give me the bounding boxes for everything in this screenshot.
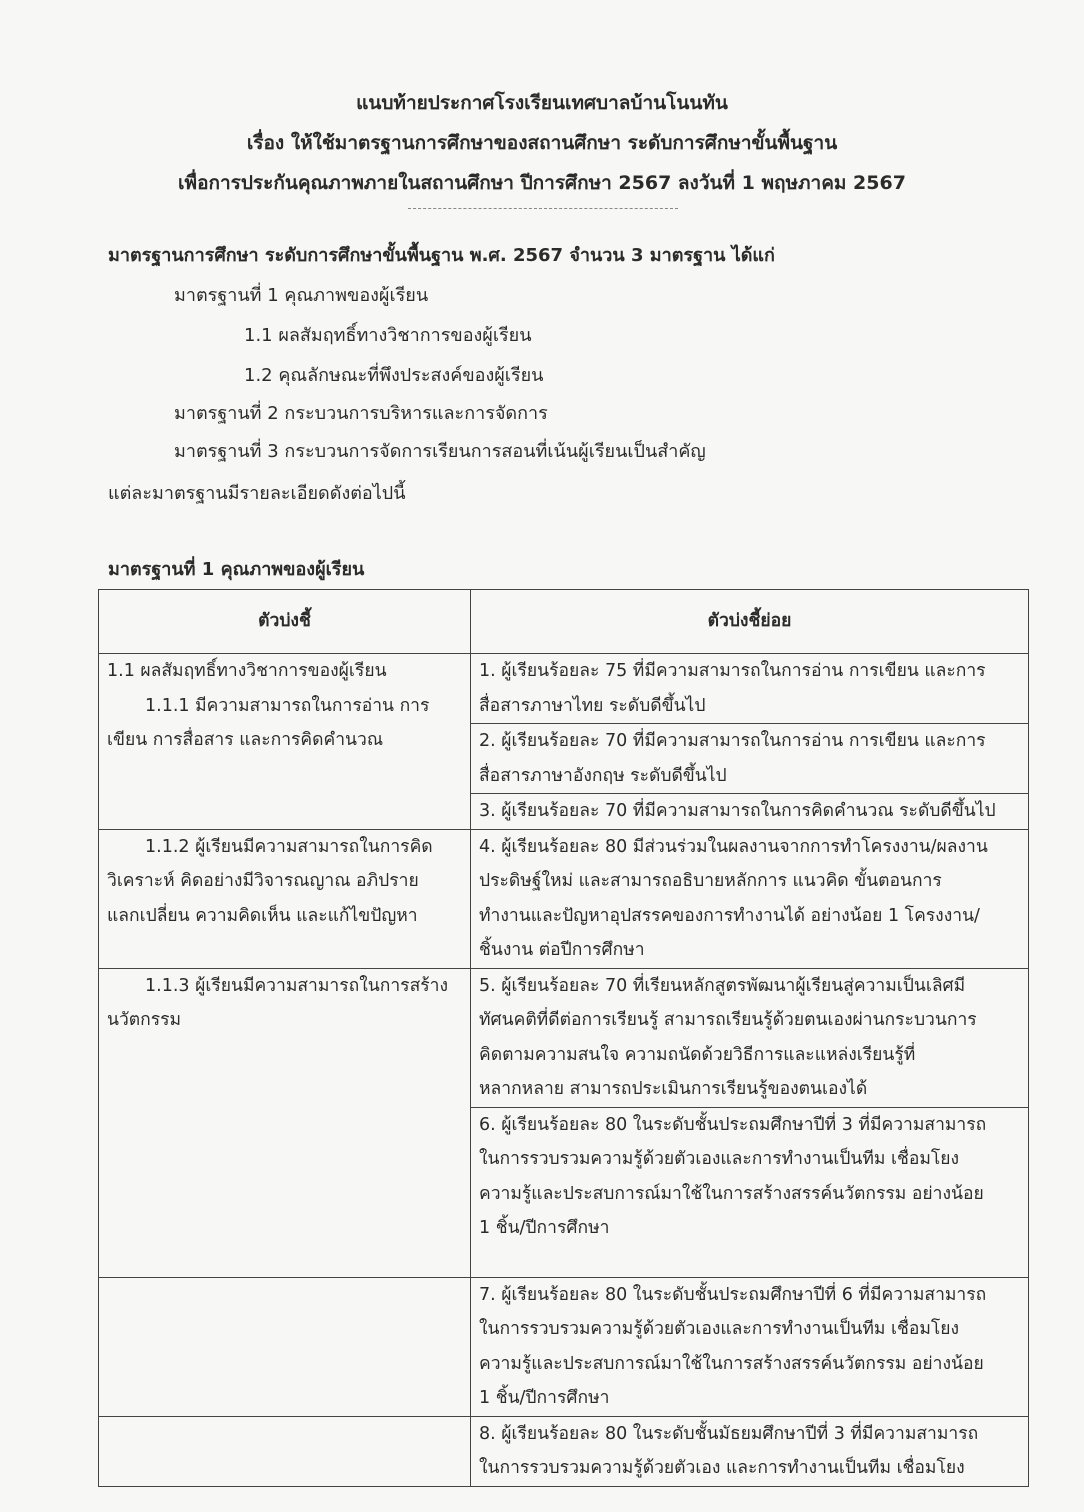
subindicator-5-line2: ทัศนคติที่ดีต่อการเรียนรู้ สามารถเรียนรู้ด้วยตนเองผ่านกระบวนการ <box>479 1010 977 1030</box>
subindicator-6-line1: 6. ผู้เรียนร้อยละ 80 ในระดับชั้นประถมศึกษาปีที่ 3 ที่มีความสามารถ <box>479 1114 987 1135</box>
subindicator-2-line1: 2. ผู้เรียนร้อยละ 70 ที่มีความสามารถในการอ่าน การเขียน และการ <box>479 731 986 751</box>
table-row <box>99 654 1029 724</box>
indicator-cell-empty <box>99 1416 471 1486</box>
indicator-cell-1-1-1 <box>99 654 471 830</box>
subindicator-8-line1: 8. ผู้เรียนร้อยละ 80 ในระดับชั้นมัธยมศึกษาปีที่ 3 ที่มีความสามารถ <box>479 1423 979 1444</box>
subindicator-7-line1: 7. ผู้เรียนร้อยละ 80 ในระดับชั้นประถมศึกษาปีที่ 6 ที่มีความสามารถ <box>479 1284 987 1305</box>
indicator-1-1-3-line2: นวัตกรรม <box>107 1010 182 1030</box>
subindicator-3-line1: 3. ผู้เรียนร้อยละ 70 ที่มีความสามารถในการคิดคำนวณ ระดับดีขึ้นไป <box>479 801 996 821</box>
standard-1-2: 1.2 คุณลักษณะที่พึงประสงค์ของผู้เรียน <box>244 365 544 386</box>
intro-outro: แต่ละมาตรฐานมีรายละเอียดดังต่อไปนี้ <box>108 483 406 504</box>
indicator-table <box>98 589 1029 1487</box>
indicator-1-1-3-line1: 1.1.3 ผู้เรียนมีความสามารถในการสร้าง <box>145 975 449 996</box>
subindicator-5-line4: หลากหลาย สามารถประเมินการเรียนรู้ของตนเองได้ <box>479 1079 868 1099</box>
indicator-cell-1-1-2 <box>99 829 471 968</box>
indicator-1-1-1-line1: 1.1.1 มีความสามารถในการอ่าน การ <box>145 695 430 716</box>
table-row <box>99 829 1029 968</box>
table-row <box>99 1277 1029 1416</box>
intro-title: มาตรฐานการศึกษา ระดับการศึกษาขั้นพื้นฐาน พ.ศ. 2567 จำนวน 3 มาตรฐาน ได้แก่ <box>108 245 775 266</box>
subindicator-4 <box>471 829 1029 968</box>
subindicator-6-line2: ในการรวบรวมความรู้ด้วยตัวเองและการทำงานเป็นทีม เชื่อมโยง <box>479 1149 960 1169</box>
subindicator-1 <box>471 654 1029 724</box>
subindicator-4-line4: ชิ้นงาน ต่อปีการศึกษา <box>479 940 645 960</box>
standard-1: มาตรฐานที่ 1 คุณภาพของผู้เรียน <box>174 285 429 306</box>
doc-title-line3: เพื่อการประกันคุณภาพภายในสถานศึกษา ปีการศึกษา 2567 ลงวันที่ 1 พฤษภาคม 2567 <box>178 172 906 194</box>
subindicator-8-line2: ในการรวบรวมความรู้ด้วยตัวเอง และการทำงานเป็นทีม เชื่อมโยง <box>479 1458 965 1478</box>
subindicator-3 <box>471 794 1029 830</box>
subindicator-4-line3: ทำงานและปัญหาอุปสรรคของการทำงานได้ อย่างน้อย 1 โครงงาน/ <box>479 905 980 926</box>
column-header-subindicator: ตัวบ่งชี้ย่อย <box>471 590 1029 654</box>
section-title: มาตรฐานที่ 1 คุณภาพของผู้เรียน <box>108 559 365 580</box>
standard-3: มาตรฐานที่ 3 กระบวนการจัดการเรียนการสอนที่เน้นผู้เรียนเป็นสำคัญ <box>174 441 706 462</box>
indicator-1-1-2-line3: แลกเปลี่ยน ความคิดเห็น และแก้ไขปัญหา <box>107 905 418 926</box>
subindicator-2-line2: สื่อสารภาษาอังกฤษ ระดับดีขึ้นไป <box>479 765 727 786</box>
indicator-1-1: 1.1 ผลสัมฤทธิ์ทางวิชาการของผู้เรียน <box>107 661 387 681</box>
doc-title-line1: แนบท้ายประกาศโรงเรียนเทศบาลบ้านโนนทัน <box>356 92 728 114</box>
subindicator-2 <box>471 724 1029 794</box>
doc-title-line2: เรื่อง ให้ใช้มาตรฐานการศึกษาของสถานศึกษา ระดับการศึกษาขั้นพื้นฐาน <box>246 132 838 154</box>
indicator-1-1-1-line2: เขียน การสื่อสาร และการคิดคำนวณ <box>107 730 384 750</box>
standard-1-1: 1.1 ผลสัมฤทธิ์ทางวิชาการของผู้เรียน <box>244 325 532 346</box>
subindicator-5-line1: 5. ผู้เรียนร้อยละ 70 ที่เรียนหลักสูตรพัฒนาผู้เรียนสู่ความเป็นเลิศมี <box>479 975 966 996</box>
subindicator-6-line4: 1 ชิ้น/ปีการศึกษา <box>479 1218 610 1238</box>
subindicator-1-line1: 1. ผู้เรียนร้อยละ 75 ที่มีความสามารถในการอ่าน การเขียน และการ <box>479 661 986 681</box>
subindicator-5-line3: คิดตามความสนใจ ความถนัดด้วยวิธีการและแหล่งเรียนรู้ที่ <box>479 1044 916 1065</box>
subindicator-6-line3: ความรู้และประสบการณ์มาใช้ในการสร้างสรรค์นวัตกรรม อย่างน้อย <box>479 1183 984 1204</box>
table-header-row <box>99 590 1029 654</box>
separator-line <box>408 208 678 209</box>
subindicator-7-line3: ความรู้และประสบการณ์มาใช้ในการสร้างสรรค์นวัตกรรม อย่างน้อย <box>479 1353 984 1374</box>
subindicator-5 <box>471 968 1029 1107</box>
subindicator-6 <box>471 1107 1029 1277</box>
table-row <box>99 968 1029 1107</box>
indicator-cell-1-1-3 <box>99 968 471 1277</box>
table-row <box>99 1416 1029 1486</box>
subindicator-4-line1: 4. ผู้เรียนร้อยละ 80 มีส่วนร่วมในผลงานจากการทำโครงงาน/ผลงาน <box>479 836 988 857</box>
subindicator-7-line2: ในการรวบรวมความรู้ด้วยตัวเองและการทำงานเป็นทีม เชื่อมโยง <box>479 1319 960 1339</box>
subindicator-8 <box>471 1416 1029 1486</box>
subindicator-7 <box>471 1277 1029 1416</box>
subindicator-4-line2: ประดิษฐ์ใหม่ และสามารถอธิบายหลักการ แนวคิด ขั้นตอนการ <box>479 871 942 891</box>
indicator-1-1-2-line2: วิเคราะห์ คิดอย่างมีวิจารณญาณ อภิปราย <box>107 871 419 891</box>
standard-2: มาตรฐานที่ 2 กระบวนการบริหารและการจัดการ <box>174 403 548 424</box>
subindicator-7-line4: 1 ชิ้น/ปีการศึกษา <box>479 1388 610 1408</box>
subindicator-1-line2: สื่อสารภาษาไทย ระดับดีขึ้นไป <box>479 695 706 716</box>
indicator-1-1-2-line1: 1.1.2 ผู้เรียนมีความสามารถในการคิด <box>145 836 433 857</box>
indicator-cell-empty <box>99 1277 471 1416</box>
column-header-indicator: ตัวบ่งชี้ <box>99 590 471 654</box>
